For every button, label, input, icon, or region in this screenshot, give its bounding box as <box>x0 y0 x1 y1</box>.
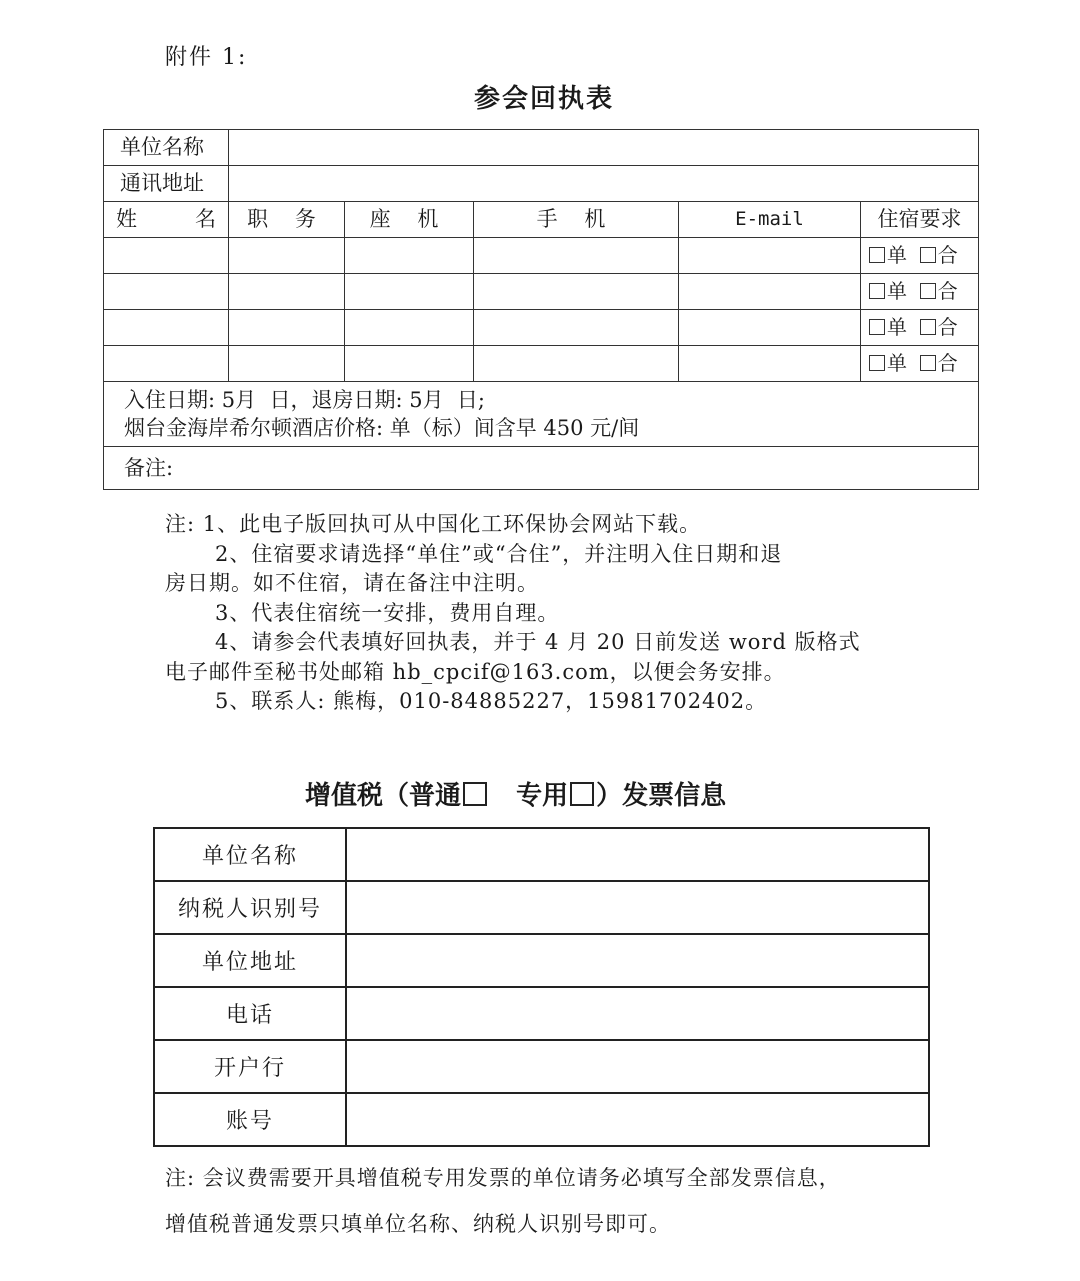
name-header-b: 名 <box>195 207 216 231</box>
single-label: 单 <box>887 351 907 375</box>
email-cell[interactable] <box>679 238 861 274</box>
lodging-cell <box>861 346 979 382</box>
mobile-cell[interactable] <box>474 238 679 274</box>
unit-name-field[interactable] <box>229 130 979 166</box>
position-cell[interactable] <box>229 274 345 310</box>
invoice-row <box>154 987 929 1040</box>
remarks-label: 备注: <box>124 456 174 480</box>
invoice-row <box>154 934 929 987</box>
note-3: 3、代表住宿统一安排，费用自理。 <box>215 600 560 625</box>
single-checkbox[interactable] <box>869 283 885 299</box>
email-cell[interactable] <box>679 346 861 382</box>
address-field[interactable] <box>229 166 979 202</box>
double-label: 合 <box>937 243 958 267</box>
single-checkbox[interactable] <box>869 247 885 263</box>
name-header <box>104 202 229 238</box>
special-invoice-checkbox[interactable] <box>570 782 594 806</box>
attachment-label: 附件 1: <box>165 45 248 70</box>
attendee-row <box>104 238 979 274</box>
invoice-footnote <box>165 1155 945 1247</box>
single-label: 单 <box>887 279 907 303</box>
invoice-title-part-c: ）发票信息 <box>596 781 727 811</box>
double-checkbox[interactable] <box>920 319 936 335</box>
landline-cell[interactable] <box>345 346 474 382</box>
ordinary-invoice-checkbox[interactable] <box>463 782 487 806</box>
invoice-label: 电话 <box>154 987 346 1040</box>
attendee-row <box>104 310 979 346</box>
address-row <box>104 166 979 202</box>
note-1: 注: 1、此电子版回执可从中国化工环保协会网站下载。 <box>165 512 702 536</box>
double-checkbox[interactable] <box>920 283 936 299</box>
landline-cell[interactable] <box>345 238 474 274</box>
registration-table <box>103 129 979 490</box>
attendee-row <box>104 274 979 310</box>
attendee-row <box>104 346 979 382</box>
header-row <box>104 202 979 238</box>
invoice-label: 单位名称 <box>154 828 346 881</box>
position-cell[interactable] <box>229 310 345 346</box>
mobile-cell[interactable] <box>474 310 679 346</box>
invoice-value-field[interactable] <box>346 987 929 1040</box>
invoice-label: 纳税人识别号 <box>154 881 346 934</box>
mobile-cell[interactable] <box>474 274 679 310</box>
hotel-price-line: 烟台金海岸希尔顿酒店价格: 单（标）间含早 450 元/间 <box>124 416 640 440</box>
stay-info-cell[interactable] <box>104 382 979 447</box>
invoice-label: 账号 <box>154 1093 346 1146</box>
invoice-value-field[interactable] <box>346 881 929 934</box>
landline-cell[interactable] <box>345 310 474 346</box>
name-cell[interactable] <box>104 310 229 346</box>
note-4-cont: 电子邮件至秘书处邮箱 hb_cpcif@163.com，以便会务安排。 <box>165 659 786 684</box>
landline-cell[interactable] <box>345 274 474 310</box>
name-cell[interactable] <box>104 274 229 310</box>
lodging-cell <box>861 274 979 310</box>
double-label: 合 <box>937 351 958 375</box>
mobile-cell[interactable] <box>474 346 679 382</box>
lodging-cell <box>861 310 979 346</box>
invoice-row <box>154 1040 929 1093</box>
invoice-row <box>154 881 929 934</box>
invoice-title <box>305 775 726 812</box>
dates-line: 入住日期: 5月 日，退房日期: 5月 日; <box>124 388 485 412</box>
invoice-footnote-line-1: 注: 会议费需要开具增值税专用发票的单位请务必填写全部发票信息， <box>165 1166 841 1190</box>
stay-info-row <box>104 382 979 447</box>
invoice-value-field[interactable] <box>346 934 929 987</box>
note-5: 5、联系人: 熊梅，010-84885227，15981702402。 <box>215 689 768 713</box>
position-cell[interactable] <box>229 346 345 382</box>
remarks-row <box>104 447 979 490</box>
note-4: 4、请参会代表填好回执表，并于 4 月 20 日前发送 word 版格式 <box>215 630 861 654</box>
single-label: 单 <box>887 315 907 339</box>
name-header-a: 姓 <box>116 207 137 231</box>
invoice-table <box>153 827 930 1147</box>
unit-name-label: 单位名称 <box>104 130 229 166</box>
double-checkbox[interactable] <box>920 247 936 263</box>
double-checkbox[interactable] <box>920 355 936 371</box>
notes-section <box>165 510 925 717</box>
note-2-cont: 房日期。如不住宿，请在备注中注明。 <box>165 571 539 595</box>
invoice-value-field[interactable] <box>346 1040 929 1093</box>
invoice-footnote-line-2: 增值税普通发票只填单位名称、纳税人识别号即可。 <box>165 1212 671 1236</box>
address-label: 通讯地址 <box>104 166 229 202</box>
lodging-header: 住宿要求 <box>861 202 979 238</box>
invoice-label: 开户行 <box>154 1040 346 1093</box>
name-cell[interactable] <box>104 346 229 382</box>
receipt-form-title: 参会回执表 <box>473 84 614 114</box>
lodging-cell <box>861 238 979 274</box>
invoice-label: 单位地址 <box>154 934 346 987</box>
invoice-title-part-a: 增值税（普通 <box>305 781 462 811</box>
unit-name-row <box>104 130 979 166</box>
invoice-title-part-b: 专用 <box>489 781 569 811</box>
landline-header: 座 机 <box>345 202 474 238</box>
invoice-row <box>154 828 929 881</box>
double-label: 合 <box>937 279 958 303</box>
single-label: 单 <box>887 243 907 267</box>
name-cell[interactable] <box>104 238 229 274</box>
invoice-row <box>154 1093 929 1146</box>
email-cell[interactable] <box>679 310 861 346</box>
position-header: 职 务 <box>229 202 345 238</box>
single-checkbox[interactable] <box>869 355 885 371</box>
double-label: 合 <box>937 315 958 339</box>
position-cell[interactable] <box>229 238 345 274</box>
invoice-value-field[interactable] <box>346 1093 929 1146</box>
email-cell[interactable] <box>679 274 861 310</box>
remarks-cell[interactable] <box>104 447 979 490</box>
email-header: E-mail <box>679 202 861 238</box>
mobile-header: 手 机 <box>474 202 679 238</box>
note-2: 2、住宿要求请选择“单住”或“合住”，并注明入住日期和退 <box>215 541 783 566</box>
single-checkbox[interactable] <box>869 319 885 335</box>
invoice-value-field[interactable] <box>346 828 929 881</box>
